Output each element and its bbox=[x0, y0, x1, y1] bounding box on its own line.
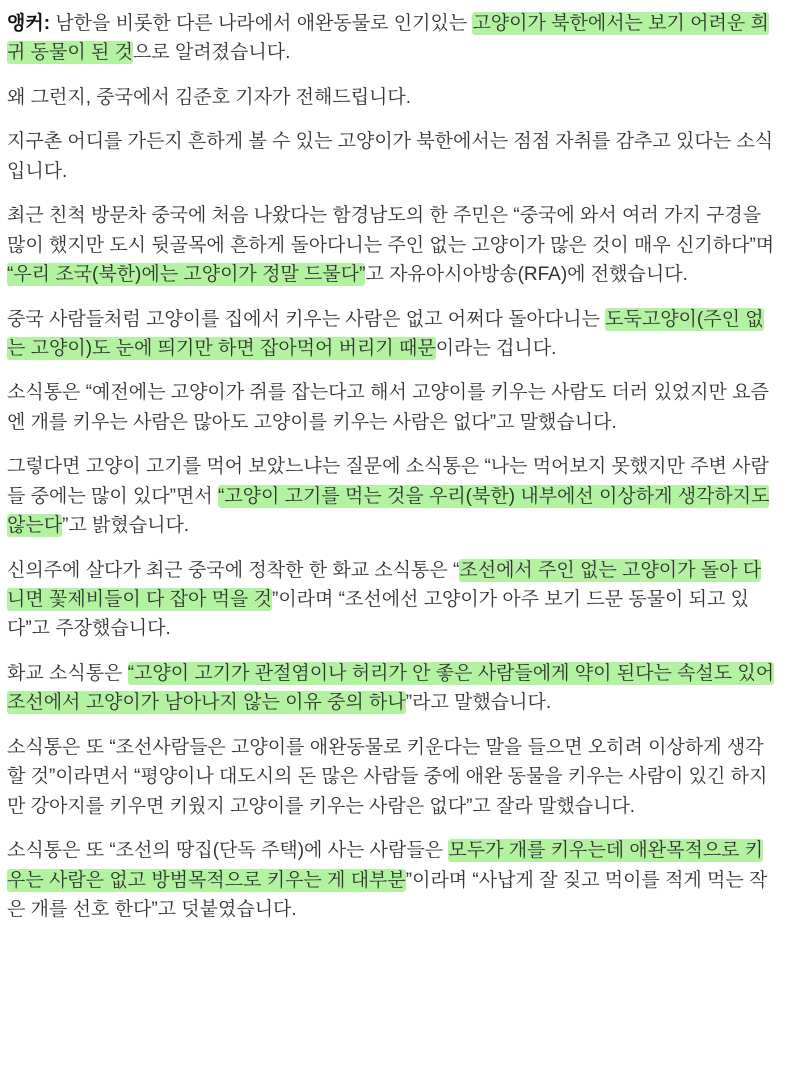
body-text: 왜 그런지, 중국에서 김준호 기자가 전해드립니다. bbox=[7, 86, 412, 108]
body-text: 소식통은 또 “조선의 땅집(단독 주택)에 사는 사람들은 bbox=[7, 840, 449, 862]
highlighted-text: “고양이 고기를 먹는 것을 우리(북한) 내부에선 이상하게 생각하지도 않는다 bbox=[7, 485, 770, 537]
highlighted-text: “고양이 고기가 관절염이나 허리가 안 좋은 사람들에게 약이 된다는 속설도 있어 조선에서 고양이가 남아나지 않는 이유 중의 하나 bbox=[7, 662, 775, 714]
paragraph bbox=[7, 305, 779, 364]
paragraph bbox=[7, 127, 779, 186]
body-text: 소식통은 또 “조선사람들은 고양이를 애완동물로 키운다는 말을 들으면 오히려 이상하게 생각할 것”이라면서 “평양이나 대도시의 돈 많은 사람들 중에 애완 동물을 키우는 사람이 있긴 하지만 강아지를 키우면 키웠지 고양이를 키우는 사람은 없다”고 잘라 말했습니다. bbox=[7, 736, 768, 817]
body-text: ”고 밝혔습니다. bbox=[62, 515, 190, 537]
body-text: 중국 사람들처럼 고양이를 집에서 키우는 사람은 없고 어쩌다 돌아다니는 bbox=[7, 308, 606, 330]
body-text: ”이라며 “사납게 잘 짖고 먹이를 적게 먹는 작은 개를 선호 한다”고 덧붙였습니다. bbox=[7, 869, 768, 920]
body-text: 최근 친척 방문차 중국에 처음 나왔다는 함경남도의 한 주민은 “중국에 와서 여러 가지 구경을 많이 했지만 도시 뒷골목에 흔하게 돌아다니는 주인 없는 고양이가 많은 것이 매우 신기하다”며 bbox=[7, 205, 775, 256]
body-text: ”라고 말했습니다. bbox=[405, 692, 552, 714]
paragraph bbox=[7, 452, 779, 540]
highlighted-text: “우리 조국(북한)에는 고양이가 정말 드물다” bbox=[7, 264, 366, 286]
paragraph bbox=[7, 201, 779, 289]
body-text: 소식통은 “예전에는 고양이가 쥐를 잡는다고 해서 고양이를 키우는 사람도 더러 있었지만 요즘엔 개를 키우는 사람은 많아도 고양이를 키우는 사람은 없다”고 말했습니다. bbox=[7, 382, 769, 433]
body-text: 지구촌 어디를 가든지 흔하게 볼 수 있는 고양이가 북한에서는 점점 자취를 감추고 있다는 소식입니다. bbox=[7, 131, 774, 182]
paragraph bbox=[7, 733, 779, 821]
highlighted-text: 조선에서 주인 없는 고양이가 돌아 다니면 꽃제비들이 다 잡아 먹을 것 bbox=[7, 559, 762, 610]
paragraph bbox=[7, 659, 779, 718]
highlighted-text: 도둑고양이(주인 없는 고양이)도 눈에 띄기만 하면 잡아먹어 버리기 때문 bbox=[7, 308, 764, 359]
paragraph bbox=[7, 556, 779, 644]
paragraph bbox=[7, 83, 779, 112]
body-text: ”이라며 “조선에선 고양이가 아주 보기 드문 동물이 되고 있다”고 주장했습니다. bbox=[7, 589, 750, 640]
body-text: 남한을 비롯한 다른 나라에서 애완동물로 인기있는 bbox=[50, 13, 473, 34]
body-text: 신의주에 살다가 최근 중국에 정착한 한 화교 소식통은 “ bbox=[7, 559, 460, 581]
paragraph bbox=[7, 378, 779, 437]
highlighted-text: 모두가 개를 키우는데 애완목적으로 키우는 사람은 없고 방범목적으로 키우는 게 대부분 bbox=[7, 840, 764, 891]
paragraph bbox=[7, 9, 779, 68]
anchor-label: 앵커: bbox=[7, 13, 51, 34]
body-text: 고 자유아시아방송(RFA)에 전했습니다. bbox=[365, 264, 688, 286]
paragraph bbox=[7, 836, 779, 924]
body-text: 그렇다면 고양이 고기를 먹어 보았느냐는 질문에 소식통은 “나는 먹어보지 못했지만 주변 사람들 중에는 많이 있다”면서 bbox=[7, 456, 769, 507]
body-text: 화교 소식통은 bbox=[7, 662, 128, 684]
body-text: 으로 알려졌습니다. bbox=[132, 42, 291, 64]
body-text: 이라는 겁니다. bbox=[435, 337, 557, 359]
highlighted-text: 고양이가 북한에서는 보기 어려운 희귀 동물이 된 것 bbox=[7, 13, 769, 64]
